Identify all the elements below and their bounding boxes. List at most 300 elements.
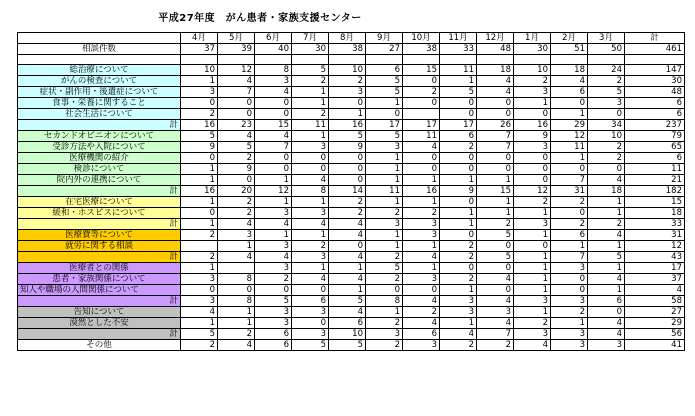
table-row: [18, 44, 685, 55]
data-cell: 5: [329, 340, 366, 351]
table-body: [18, 44, 685, 351]
data-cell: 6: [403, 329, 440, 340]
data-cell: 1: [292, 87, 329, 98]
data-cell: 0: [514, 175, 551, 186]
data-cell: 0: [403, 98, 440, 109]
data-cell: 2: [366, 208, 403, 219]
data-cell: 1: [403, 241, 440, 252]
empty-cell: [625, 55, 685, 65]
data-cell: 33: [440, 44, 477, 55]
data-cell: 1: [181, 175, 218, 186]
data-cell: 1: [551, 318, 588, 329]
data-cell: 0: [477, 241, 514, 252]
empty-cell: [366, 55, 403, 65]
data-cell: 1: [255, 230, 292, 241]
data-cell: 10: [181, 65, 218, 76]
data-cell: 5: [366, 263, 403, 274]
data-cell: 2: [255, 274, 292, 285]
row-label: 知人や職場の人間関係について: [18, 285, 181, 296]
data-cell: 3: [588, 340, 625, 351]
table-row: [18, 87, 685, 98]
data-cell: 6: [440, 131, 477, 142]
row-label: 社会生活について: [18, 109, 181, 120]
data-cell: 6: [255, 340, 292, 351]
data-cell: 27: [366, 44, 403, 55]
data-cell: 3: [292, 208, 329, 219]
row-label: 医療費等について: [18, 230, 181, 241]
data-cell: 0: [514, 241, 551, 252]
data-cell: 3: [292, 307, 329, 318]
data-cell: 0: [366, 285, 403, 296]
data-cell: 31: [625, 230, 685, 241]
data-cell: 1: [588, 208, 625, 219]
data-cell: 2: [440, 142, 477, 153]
data-cell: 2: [588, 153, 625, 164]
data-cell: 12: [551, 131, 588, 142]
data-cell: 2: [329, 197, 366, 208]
data-cell: 0: [440, 197, 477, 208]
data-cell: 2: [514, 197, 551, 208]
data-cell: 5: [440, 87, 477, 98]
data-cell: 8: [218, 274, 255, 285]
data-cell: 0: [588, 164, 625, 175]
data-cell: 8: [218, 296, 255, 307]
data-cell: 3: [551, 340, 588, 351]
data-cell: 5: [477, 252, 514, 263]
data-cell: 2: [181, 340, 218, 351]
table-row: [18, 120, 685, 131]
data-cell: 2: [477, 340, 514, 351]
data-cell: 0: [255, 153, 292, 164]
data-cell: 0: [440, 263, 477, 274]
data-cell: 0: [551, 285, 588, 296]
data-cell: [403, 109, 440, 120]
data-cell: 5: [255, 296, 292, 307]
data-cell: 9: [440, 186, 477, 197]
data-cell: 4: [218, 219, 255, 230]
data-cell: 3: [514, 142, 551, 153]
table-row: [18, 285, 685, 296]
data-cell: 29: [551, 120, 588, 131]
data-cell: 0: [181, 208, 218, 219]
data-cell: 2: [218, 329, 255, 340]
data-cell: 1: [588, 263, 625, 274]
row-label: 計: [18, 219, 181, 230]
data-cell: 2: [218, 153, 255, 164]
data-cell: 1: [181, 263, 218, 274]
data-cell: 3: [403, 230, 440, 241]
data-cell: 10: [514, 65, 551, 76]
data-cell: 8: [292, 186, 329, 197]
row-label: 計: [18, 329, 181, 340]
data-cell: 4: [588, 230, 625, 241]
data-cell: 16: [181, 186, 218, 197]
row-label: セカンドオピニオンについて: [18, 131, 181, 142]
data-cell: 7: [551, 175, 588, 186]
data-cell: 5: [329, 296, 366, 307]
data-cell: 2: [403, 208, 440, 219]
data-cell: 0: [440, 153, 477, 164]
data-cell: 3: [514, 329, 551, 340]
data-cell: 1: [477, 208, 514, 219]
data-cell: 2: [551, 307, 588, 318]
data-cell: 1: [218, 307, 255, 318]
table-row: [18, 296, 685, 307]
data-cell: 3: [292, 329, 329, 340]
data-cell: 182: [625, 186, 685, 197]
data-cell: 5: [292, 65, 329, 76]
table-row: [18, 175, 685, 186]
column-header: 11月: [440, 33, 477, 44]
data-cell: 1: [440, 76, 477, 87]
data-cell: 1: [366, 175, 403, 186]
table-row: [18, 186, 685, 197]
data-cell: 4: [588, 318, 625, 329]
row-label: 計: [18, 252, 181, 263]
data-cell: 4: [218, 76, 255, 87]
data-cell: 3: [403, 274, 440, 285]
data-cell: 3: [477, 307, 514, 318]
data-cell: 6: [292, 296, 329, 307]
data-cell: 0: [514, 109, 551, 120]
data-cell: 3: [514, 219, 551, 230]
data-cell: 4: [329, 230, 366, 241]
data-cell: 237: [625, 120, 685, 131]
data-cell: 5: [292, 340, 329, 351]
data-cell: 4: [403, 142, 440, 153]
data-cell: 2: [329, 208, 366, 219]
data-cell: 7: [551, 252, 588, 263]
data-cell: 4: [403, 318, 440, 329]
spacer-row: [18, 55, 685, 65]
data-cell: 4: [551, 76, 588, 87]
data-cell: 37: [181, 44, 218, 55]
data-cell: 1: [551, 241, 588, 252]
data-cell: 3: [181, 296, 218, 307]
data-cell: 0: [588, 307, 625, 318]
row-label: 医療機関の紹介: [18, 153, 181, 164]
data-cell: 11: [403, 131, 440, 142]
data-cell: 0: [514, 153, 551, 164]
data-cell: 0: [255, 164, 292, 175]
data-cell: 17: [366, 120, 403, 131]
empty-cell: [403, 55, 440, 65]
data-cell: 8: [255, 65, 292, 76]
empty-cell: [551, 55, 588, 65]
data-cell: 1: [440, 208, 477, 219]
data-cell: 3: [588, 98, 625, 109]
data-cell: [181, 241, 218, 252]
data-cell: 1: [514, 263, 551, 274]
data-cell: 0: [403, 164, 440, 175]
data-cell: 15: [255, 120, 292, 131]
data-cell: 10: [329, 65, 366, 76]
data-cell: 1: [218, 318, 255, 329]
data-cell: 3: [440, 296, 477, 307]
page-title: 平成27年度 がん患者・家族支援センター: [158, 13, 362, 24]
data-cell: 15: [625, 197, 685, 208]
data-cell: 3: [366, 219, 403, 230]
data-cell: 3: [403, 219, 440, 230]
row-label: 計: [18, 296, 181, 307]
data-cell: 43: [625, 252, 685, 263]
row-label: 告知について: [18, 307, 181, 318]
data-cell: 65: [625, 142, 685, 153]
data-cell: 4: [440, 329, 477, 340]
data-cell: 0: [329, 98, 366, 109]
data-cell: 2: [403, 87, 440, 98]
data-cell: 27: [625, 307, 685, 318]
data-cell: 0: [551, 164, 588, 175]
data-cell: 1: [329, 109, 366, 120]
data-cell: 29: [625, 318, 685, 329]
table-row: [18, 153, 685, 164]
data-cell: 1: [292, 263, 329, 274]
table-row: [18, 197, 685, 208]
data-cell: 38: [403, 44, 440, 55]
data-cell: 0: [218, 285, 255, 296]
data-cell: 18: [477, 65, 514, 76]
data-cell: 3: [514, 296, 551, 307]
data-cell: 2: [366, 340, 403, 351]
data-cell: 5: [366, 131, 403, 142]
data-cell: 79: [625, 131, 685, 142]
empty-cell: [255, 55, 292, 65]
row-label: 食事・栄養に関すること: [18, 98, 181, 109]
empty-cell: [588, 55, 625, 65]
data-cell: 5: [329, 131, 366, 142]
data-cell: 39: [218, 44, 255, 55]
row-label: 相談件数: [18, 44, 181, 55]
data-cell: 18: [551, 65, 588, 76]
data-cell: 58: [625, 296, 685, 307]
data-cell: 4: [292, 274, 329, 285]
data-cell: 0: [403, 76, 440, 87]
data-cell: 0: [181, 285, 218, 296]
data-cell: 16: [329, 120, 366, 131]
table-row: [18, 208, 685, 219]
data-cell: 1: [403, 175, 440, 186]
data-cell: 11: [551, 142, 588, 153]
data-cell: 0: [440, 98, 477, 109]
data-cell: 0: [440, 164, 477, 175]
data-cell: 0: [255, 109, 292, 120]
data-cell: 461: [625, 44, 685, 55]
data-cell: 11: [625, 164, 685, 175]
data-cell: 9: [329, 142, 366, 153]
data-cell: 21: [625, 175, 685, 186]
row-label: 患者・家族関係について: [18, 274, 181, 285]
data-cell: 6: [588, 296, 625, 307]
data-cell: 2: [181, 230, 218, 241]
data-cell: 3: [551, 263, 588, 274]
data-cell: 0: [514, 164, 551, 175]
data-cell: 4: [255, 87, 292, 98]
data-cell: 41: [625, 340, 685, 351]
data-cell: 2: [440, 252, 477, 263]
data-cell: 0: [255, 98, 292, 109]
data-cell: 3: [514, 87, 551, 98]
data-cell: 0: [551, 274, 588, 285]
row-label: 受診方法や入院について: [18, 142, 181, 153]
data-cell: 5: [181, 131, 218, 142]
data-cell: 1: [181, 76, 218, 87]
data-cell: 4: [588, 329, 625, 340]
data-cell: 1: [218, 241, 255, 252]
table-row: [18, 219, 685, 230]
data-cell: 4: [477, 296, 514, 307]
data-cell: 0: [440, 230, 477, 241]
data-cell: 17: [403, 120, 440, 131]
data-cell: 0: [588, 109, 625, 120]
data-cell: 12: [255, 186, 292, 197]
data-cell: [218, 263, 255, 274]
data-cell: 6: [551, 87, 588, 98]
data-cell: 0: [551, 98, 588, 109]
data-cell: 10: [329, 329, 366, 340]
data-cell: 1: [292, 131, 329, 142]
data-cell: 17: [440, 120, 477, 131]
data-cell: 4: [588, 274, 625, 285]
data-cell: 16: [403, 186, 440, 197]
data-cell: 0: [477, 164, 514, 175]
data-cell: 3: [181, 274, 218, 285]
data-cell: 2: [440, 241, 477, 252]
data-cell: 4: [255, 131, 292, 142]
data-cell: 2: [292, 109, 329, 120]
table-row: [18, 241, 685, 252]
data-cell: 38: [329, 44, 366, 55]
table-row: [18, 329, 685, 340]
empty-cell: [292, 55, 329, 65]
data-cell: 0: [477, 263, 514, 274]
data-cell: 4: [292, 219, 329, 230]
data-cell: 6: [255, 329, 292, 340]
data-cell: 0: [551, 208, 588, 219]
data-cell: 1: [366, 307, 403, 318]
data-cell: 0: [329, 153, 366, 164]
data-cell: 1: [440, 285, 477, 296]
data-cell: 7: [477, 329, 514, 340]
column-header: 12月: [477, 33, 514, 44]
table-row: [18, 274, 685, 285]
data-cell: 24: [588, 65, 625, 76]
data-cell: 0: [181, 98, 218, 109]
data-cell: 9: [514, 131, 551, 142]
data-cell: 4: [403, 296, 440, 307]
data-cell: 1: [181, 219, 218, 230]
data-cell: 1: [514, 285, 551, 296]
column-header: 1月: [514, 33, 551, 44]
data-cell: 0: [477, 285, 514, 296]
data-cell: 5: [181, 329, 218, 340]
row-label: 漠然とした不安: [18, 318, 181, 329]
data-cell: 2: [181, 109, 218, 120]
data-cell: 2: [551, 219, 588, 230]
data-cell: 2: [514, 76, 551, 87]
data-cell: 0: [329, 175, 366, 186]
data-cell: 1: [588, 285, 625, 296]
data-cell: 1: [588, 241, 625, 252]
data-cell: 0: [218, 109, 255, 120]
data-cell: 23: [218, 120, 255, 131]
column-header: 4月: [181, 33, 218, 44]
table-row: [18, 252, 685, 263]
data-cell: 8: [366, 296, 403, 307]
data-cell: 51: [551, 44, 588, 55]
consultation-table: [17, 32, 685, 351]
table-row: [18, 142, 685, 153]
data-cell: 6: [625, 98, 685, 109]
column-header: 6月: [255, 33, 292, 44]
data-cell: 9: [218, 164, 255, 175]
data-cell: 1: [181, 164, 218, 175]
data-cell: 1: [366, 98, 403, 109]
data-cell: 2: [514, 318, 551, 329]
data-cell: 18: [625, 208, 685, 219]
data-cell: 2: [403, 307, 440, 318]
data-cell: 1: [366, 197, 403, 208]
data-cell: 6: [329, 318, 366, 329]
data-cell: 1: [366, 153, 403, 164]
data-cell: 1: [440, 219, 477, 230]
data-cell: 2: [588, 76, 625, 87]
row-label: がんの検査について: [18, 76, 181, 87]
data-cell: 1: [181, 197, 218, 208]
data-cell: 40: [255, 44, 292, 55]
data-cell: 1: [403, 263, 440, 274]
data-cell: 2: [218, 197, 255, 208]
data-cell: 1: [514, 98, 551, 109]
data-cell: 12: [218, 65, 255, 76]
data-cell: 1: [514, 230, 551, 241]
data-cell: 11: [366, 186, 403, 197]
table-row: [18, 65, 685, 76]
data-cell: 18: [588, 186, 625, 197]
empty-cell: [477, 55, 514, 65]
data-cell: 0: [181, 153, 218, 164]
data-cell: 3: [255, 263, 292, 274]
column-header: 8月: [329, 33, 366, 44]
data-cell: 3: [292, 142, 329, 153]
table-row: [18, 109, 685, 120]
data-cell: 17: [625, 263, 685, 274]
data-cell: 4: [218, 340, 255, 351]
data-cell: 1: [403, 197, 440, 208]
data-cell: 4: [329, 307, 366, 318]
data-cell: 3: [551, 296, 588, 307]
data-cell: 4: [181, 307, 218, 318]
data-cell: 3: [366, 329, 403, 340]
data-cell: 2: [440, 274, 477, 285]
data-cell: 48: [477, 44, 514, 55]
data-cell: 4: [514, 340, 551, 351]
table-row: [18, 164, 685, 175]
data-cell: 30: [292, 44, 329, 55]
data-cell: 4: [477, 318, 514, 329]
data-cell: 5: [366, 76, 403, 87]
data-cell: 4: [218, 131, 255, 142]
data-cell: 3: [403, 340, 440, 351]
data-cell: 3: [329, 87, 366, 98]
data-cell: 4: [255, 219, 292, 230]
empty-cell: [514, 55, 551, 65]
data-cell: 2: [292, 76, 329, 87]
data-cell: 4: [625, 285, 685, 296]
data-cell: 1: [366, 241, 403, 252]
data-cell: 4: [255, 252, 292, 263]
column-header: 計: [625, 33, 685, 44]
